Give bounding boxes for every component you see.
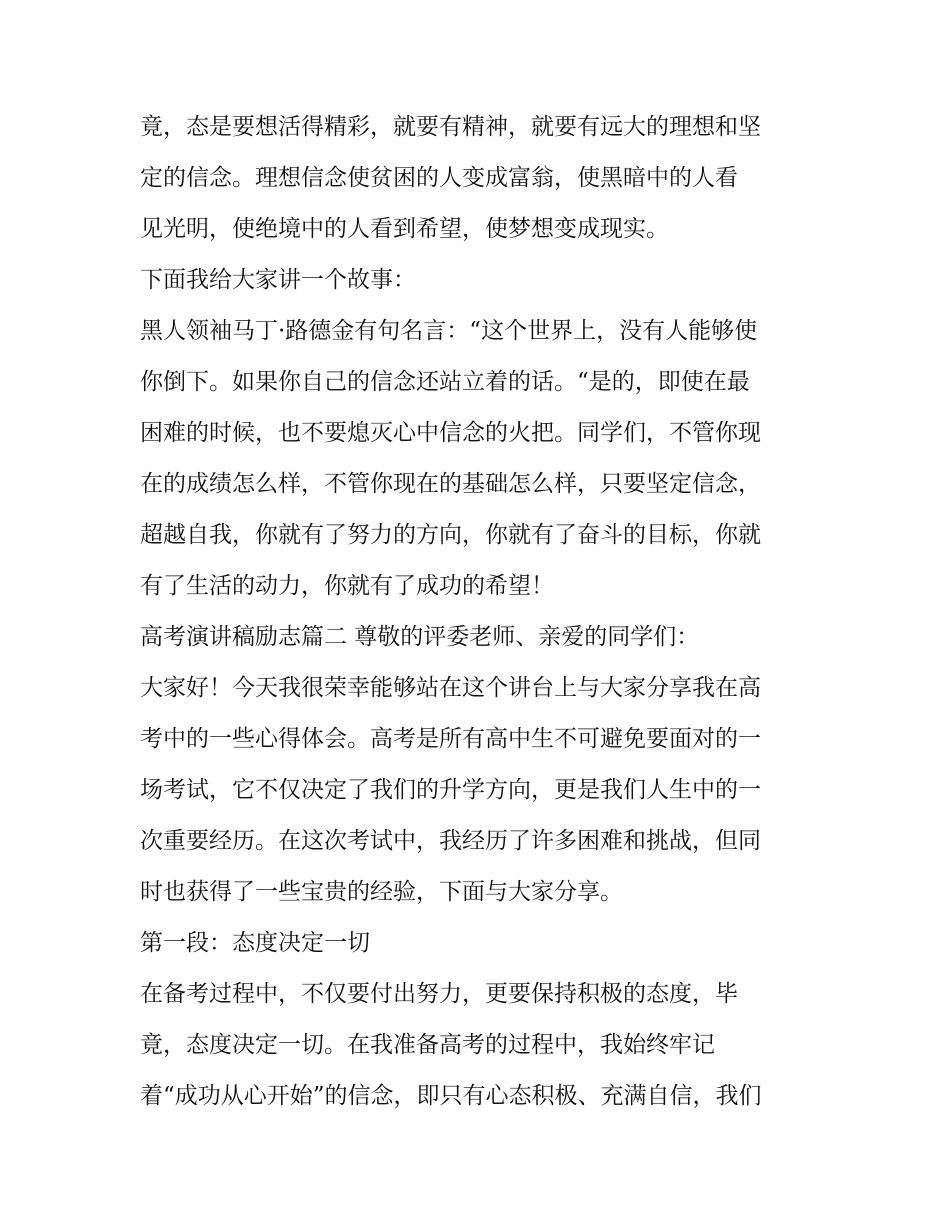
text-line: 场考试，它不仅决定了我们的升学方向，更是我们人生中的一: [140, 777, 761, 803]
section-heading: 高考演讲稿励志篇二 尊敬的评委老师、亲爱的同学们：: [140, 624, 700, 650]
text-line: 在的成绩怎么样，不管你现在的基础怎么样，只要坚定信念，: [140, 471, 761, 497]
text-line: 有了生活的动力，你就有了成功的希望！: [140, 573, 554, 599]
text-line: 时也获得了一些宝贵的经验，下面与大家分享。: [140, 879, 623, 905]
text-line: 下面我给大家讲一个故事：: [140, 267, 416, 293]
text-line: 着“成功从心开始”的信念，即只有心态积极、充满自信，我们: [140, 1083, 762, 1109]
text-line: 次重要经历。在这次考试中，我经历了许多困难和挑战，但同: [140, 828, 761, 854]
text-line: 困难的时候，也不要熄灭心中信念的火把。同学们，不管你现: [140, 420, 761, 446]
text-line: 竟，态是要想活得精彩，就要有精神，就要有远大的理想和坚: [140, 114, 761, 140]
text-line: 在备考过程中，不仅要付出努力，更要保持积极的态度，毕: [140, 981, 738, 1007]
text-line: 定的信念。理想信念使贫困的人变成富翁，使黑暗中的人看: [140, 165, 738, 191]
text-line: 大家好！今天我很荣幸能够站在这个讲台上与大家分享我在高: [140, 675, 761, 701]
text-line: 竟，态度决定一切。在我准备高考的过程中，我始终牢记: [140, 1032, 715, 1058]
text-line: 考中的一些心得体会。高考是所有高中生不可避免要面对的一: [140, 726, 761, 752]
text-line: 见光明，使绝境中的人看到希望，使梦想变成现实。: [140, 216, 669, 242]
text-line: 超越自我，你就有了努力的方向，你就有了奋斗的目标，你就: [140, 522, 761, 548]
section-heading: 第一段：态度决定一切: [140, 930, 370, 956]
text-line: 你倒下。如果你自己的信念还站立着的话。“是的，即使在最: [140, 369, 750, 395]
text-line: 黑人领袖马丁·路德金有句名言：“这个世界上，没有人能够使: [140, 318, 758, 344]
